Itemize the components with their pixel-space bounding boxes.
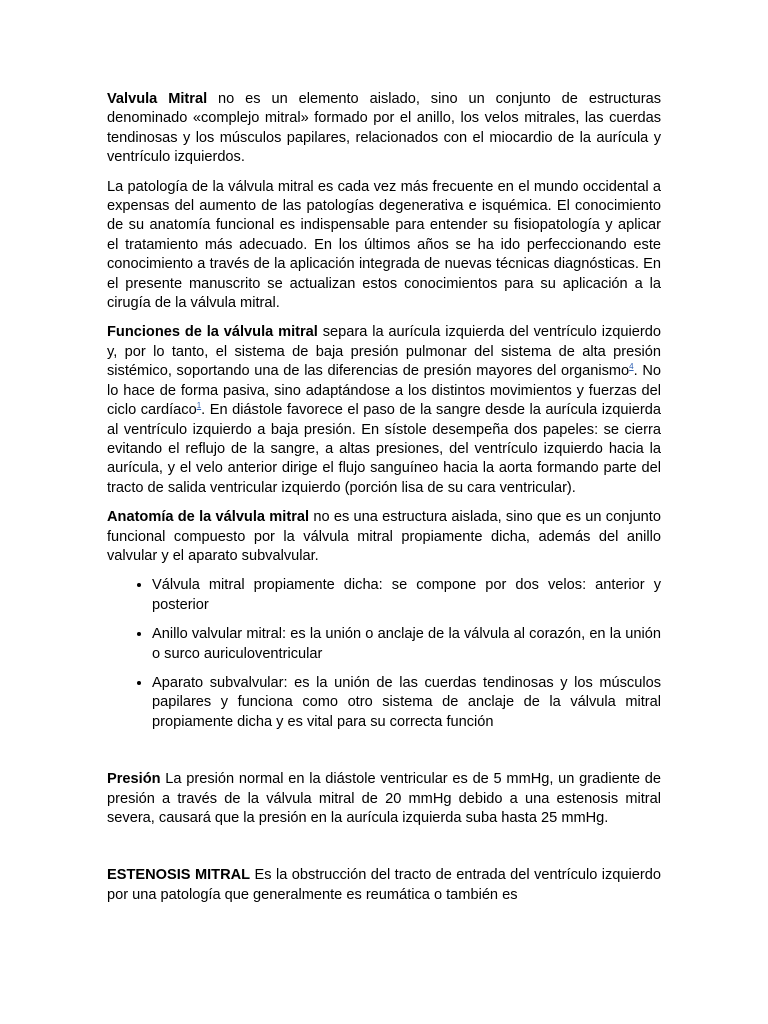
paragraph-patologia	[107, 178, 661, 314]
list-item: • Válvula mitral propiamente dicha: se compone por dos velos: anterior y posterior	[152, 576, 661, 615]
paragraph-text: Es la obstrucción del tracto de entrada del ventrículo izquierdo por una patología que generalmente es reumática o también es	[107, 867, 661, 903]
document-page	[107, 90, 661, 915]
paragraph-text: separa la aurícula izquierda del ventrículo izquierdo y, por lo tanto, el sistema de baja presión pulmonar del sistema de alta presión sistémico, soportando una de las diferencias de presión mayores del organismo	[107, 324, 661, 380]
paragraph-valvula-mitral	[107, 90, 661, 168]
paragraph-presion	[107, 770, 661, 828]
paragraph-funciones	[107, 323, 661, 498]
paragraph-text: . No lo hace de forma pasiva, sino adaptándose a los distintos movimientos y fuerzas del ciclo cardíaco	[107, 363, 661, 419]
paragraph-text: La patología de la válvula mitral es cada vez más frecuente en el mundo occidental a expensas del aumento de las patologías degenerativa e isquémica. El conocimiento de su anatomía funcional es indispensable para entender su fisiopatología y aplicar el tratamiento más adecuado. En los últimos años se ha ido perfeccionando este conocimiento a través de la aplicación integrada de nuevas técnicas diagnósticas. En el presente manuscrito se actualizan estos conocimientos para su aplicación a la cirugía de la válvula mitral.	[107, 178, 661, 312]
paragraph-text: no es una estructura aislada, sino que es un conjunto funcional compuesto por la válvula mitral propiamente dicha, además del anillo valvular y el aparato subvalvular.	[107, 509, 661, 564]
term-presion: Presión	[107, 771, 161, 788]
paragraph-estenosis	[107, 866, 661, 905]
paragraph-anatomia	[107, 508, 661, 566]
list-item: • Aparato subvalvular: es la unión de las cuerdas tendinosas y los músculos papilares y funciona como otro sistema de anclaje de la válvula mitral propiamente dicha y es vital para su correcta función	[152, 674, 661, 732]
paragraph-text: no es un elemento aislado, sino un conjunto de estructuras denominado «complejo mitral» formado por el anillo, los velos mitrales, las cuerdas tendinosas y los músculos papilares, relacionados con el miocardio de la aurícula y ventrículo izquierdos.	[107, 91, 662, 166]
reference-link-1[interactable]: 1	[196, 401, 202, 411]
paragraph-text: . En diástole favorece el paso de la sangre desde la aurícula izquierda al ventrículo izquierdo a baja presión. En sístole desempeña dos papeles: se cierra evitando el reflujo de la sangre, a altas presiones, del ventrículo izquierdo hacia la aurícula, y el velo anterior dirige el flujo sanguíneo hacia la aorta formando parte del tracto de salida ventricular izquierdo (porción lisa de su cara ventricular).	[107, 402, 661, 496]
anatomy-list	[107, 576, 661, 732]
paragraph-text: La presión normal en la diástole ventricular es de 5 mmHg, un gradiente de presión a través de la válvula mitral de 20 mmHg debido a una estenosis mitral severa, causará que la presión en la aurícula izquierda suba hasta 25 mmHg.	[107, 771, 661, 826]
list-item: • Anillo valvular mitral: es la unión o anclaje de la válvula al corazón, en la unión o surco auriculoventricular	[152, 625, 661, 664]
spacer	[107, 838, 661, 866]
spacer	[107, 742, 661, 770]
term-valvula-mitral: Valvula Mitral	[107, 91, 208, 107]
term-anatomia: Anatomía de la válvula mitral	[107, 509, 310, 526]
reference-link-4[interactable]: 4	[629, 362, 634, 372]
term-estenosis-mitral: ESTENOSIS MITRAL	[107, 867, 251, 884]
term-funciones: Funciones de la válvula mitral	[107, 324, 318, 341]
